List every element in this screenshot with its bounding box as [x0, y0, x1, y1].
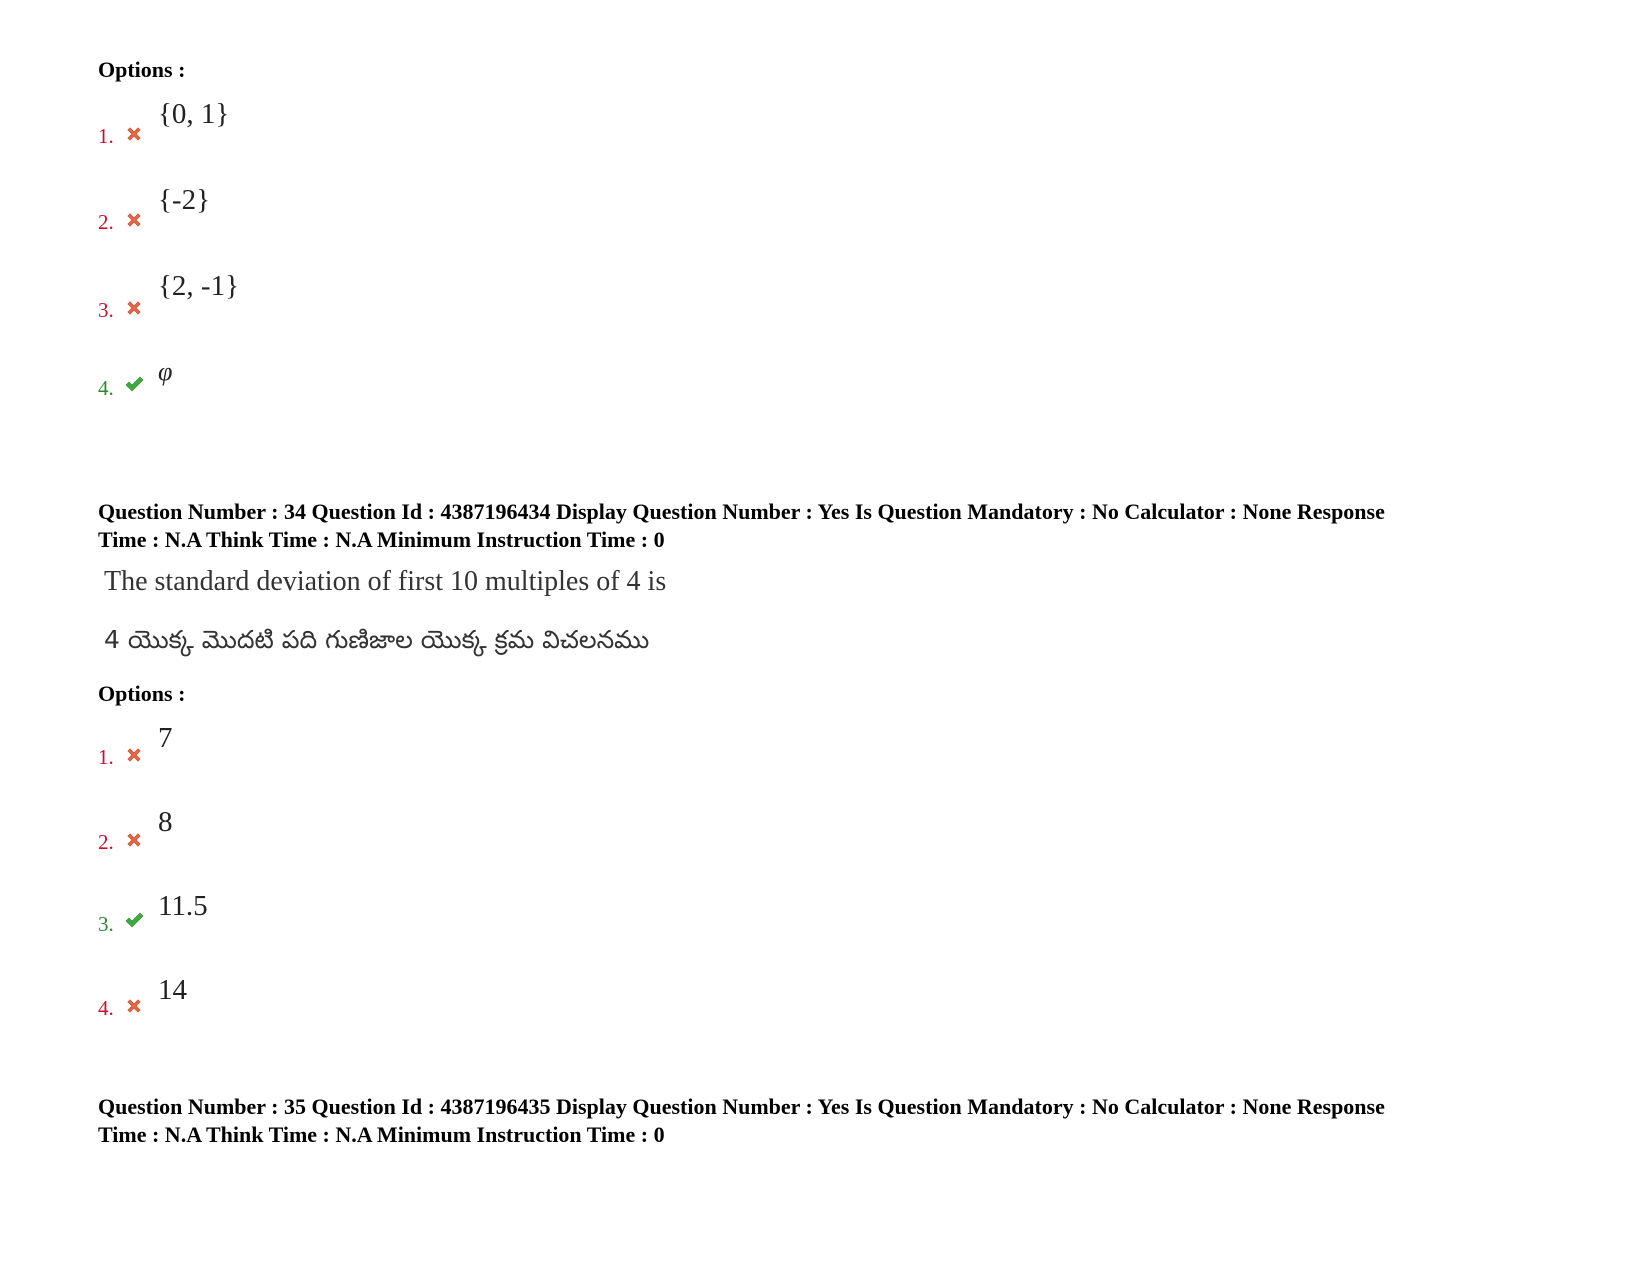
meta-line-1: Question Number : 34 Question Id : 4387196434 Display Question Number : Yes Is Question Mandatory : No Calculator : None Response: [98, 499, 1385, 524]
option-number: 1.: [98, 745, 114, 769]
option-value: {2, -1}: [158, 270, 239, 302]
option-value: 11.5: [158, 890, 208, 922]
check-icon: [124, 374, 144, 394]
question-text-telugu: 4 యొక్క మొదటి పది గుణిజాల యొక్క క్రమ విచలనము: [104, 625, 650, 654]
question-text-english: The standard deviation of first 10 multiples of 4 is: [104, 566, 667, 597]
option-number: 2.: [98, 830, 114, 854]
option-number: 3.: [98, 298, 114, 322]
option-number: 4.: [98, 996, 114, 1020]
cross-icon: [124, 124, 144, 144]
option-value: 7: [158, 722, 173, 754]
meta-line-2: Time : N.A Think Time : N.A Minimum Instruction Time : 0: [98, 1122, 665, 1147]
option-number: 3.: [98, 912, 114, 936]
option-number: 4.: [98, 376, 114, 400]
option-value: 14: [158, 974, 187, 1006]
check-icon: [124, 910, 144, 930]
option-value: φ: [158, 357, 173, 386]
cross-icon: [124, 210, 144, 230]
option-number: 2.: [98, 210, 114, 234]
options-label: Options :: [98, 57, 186, 82]
question-34-meta: [98, 498, 1568, 554]
cross-icon: [124, 830, 144, 850]
meta-line-1: Question Number : 35 Question Id : 4387196435 Display Question Number : Yes Is Question Mandatory : No Calculator : None Response: [98, 1094, 1385, 1119]
options-label: Options :: [98, 681, 186, 706]
cross-icon: [124, 745, 144, 765]
question-35-meta: [98, 1093, 1568, 1149]
option-value: {-2}: [158, 184, 210, 216]
option-number: 1.: [98, 124, 114, 148]
meta-line-2: Time : N.A Think Time : N.A Minimum Instruction Time : 0: [98, 527, 665, 552]
cross-icon: [124, 996, 144, 1016]
option-value: {0, 1}: [158, 98, 230, 130]
option-value: 8: [158, 806, 173, 838]
cross-icon: [124, 298, 144, 318]
